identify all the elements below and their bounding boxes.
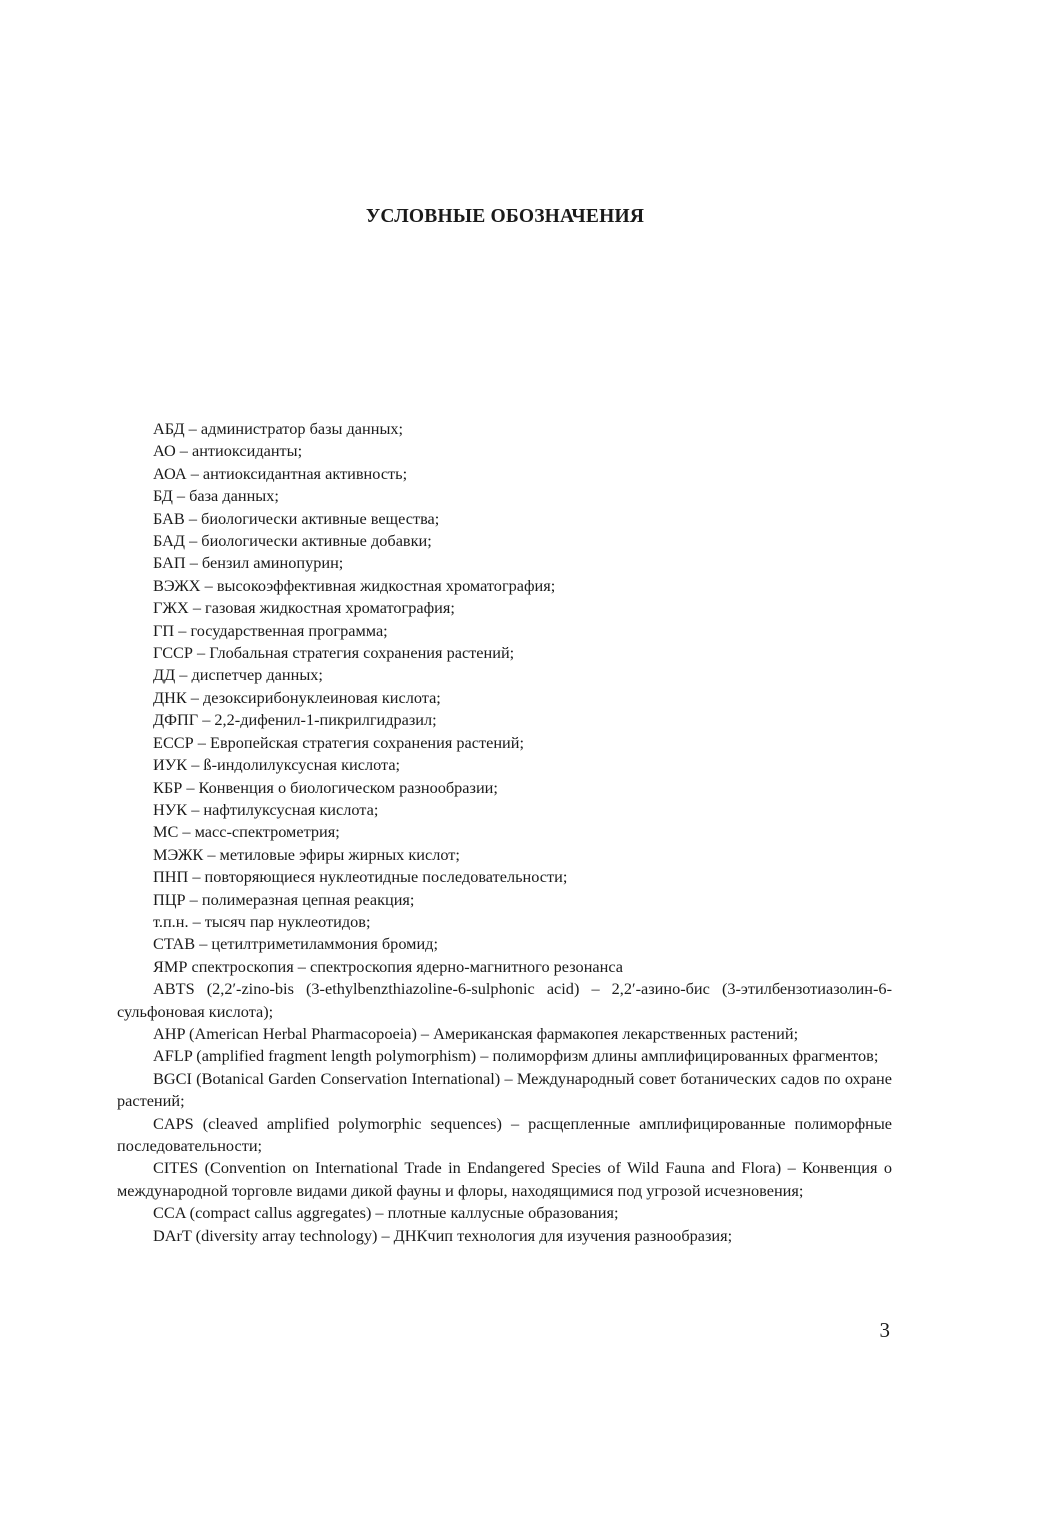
- abbreviation-list: [117, 418, 892, 1247]
- list-item: CTAB – цетилтриметиламмония бромид;: [153, 934, 438, 954]
- list-item: ЕССР – Европейская стратегия сохранения растений;: [153, 732, 525, 752]
- list-item: CCA (compact callus aggregates) – плотные каллусные образования;: [153, 1203, 619, 1223]
- list-item: ABTS (2,2′-zino-bis (3-ethylbenzthiazoline-6-sulphonic acid) – 2,2′-азино-бис (3-этилбензотиазолин-6-сульфоновая кислота);: [117, 979, 892, 1021]
- list-item: ПЦР – полимеразная цепная реакция;: [153, 889, 415, 909]
- list-item: АОА – антиоксидантная активность;: [153, 463, 408, 483]
- list-item: ГП – государственная программа;: [153, 620, 388, 640]
- list-item: БД – база данных;: [153, 486, 279, 506]
- list-item: БАВ – биологически активные вещества;: [153, 508, 440, 528]
- list-item: ИУК – ß-индолилуксусная кислота;: [153, 755, 401, 775]
- list-item: DArT (diversity array technology) – ДНКчип технология для изучения разнообразия;: [153, 1225, 733, 1245]
- list-item: BGCI (Botanical Garden Conservation International) – Международный совет ботанических садов по охране растений;: [117, 1068, 892, 1111]
- list-item: ЯМР спектроскопия – спектроскопия ядерно-магнитного резонанса: [153, 956, 624, 976]
- list-item: АО – антиоксиданты;: [153, 441, 303, 461]
- page-number: 3: [879, 1318, 890, 1342]
- list-item: ПНП – повторяющиеся нуклеотидные последовательности;: [153, 867, 568, 887]
- list-item: ГЖХ – газовая жидкостная хроматография;: [153, 598, 455, 618]
- list-item: ДНК – дезоксирибонуклеиновая кислота;: [153, 687, 441, 707]
- list-item: т.п.н. – тысяч пар нуклеотидов;: [153, 911, 371, 931]
- list-item: AHP (American Herbal Pharmacopoeia) – Американская фармакопея лекарственных растений;: [153, 1023, 799, 1043]
- page-title: УСЛОВНЫЕ ОБОЗНАЧЕНИЯ: [365, 206, 645, 227]
- list-item: НУК – нафтилуксусная кислота;: [153, 799, 379, 819]
- list-item: МЭЖК – метиловые эфиры жирных кислот;: [153, 844, 460, 864]
- list-item: ВЭЖХ – высокоэффективная жидкостная хроматография;: [153, 575, 556, 595]
- list-item: МС – масс-спектрометрия;: [153, 822, 340, 842]
- list-item: ГССР – Глобальная стратегия сохранения растений;: [153, 643, 515, 663]
- list-item: CITES (Convention on International Trade in Endangered Species of Wild Fauna and Flora) – Конвенция о международной торговле видами дикой фауны и флоры, находящимися под угрозой исчезновения;: [117, 1158, 892, 1200]
- list-item: БАД – биологически активные добавки;: [153, 531, 432, 551]
- list-item: AFLP (amplified fragment length polymorphism) – полиморфизм длины амплифицированных фрагментов;: [153, 1046, 879, 1066]
- list-item: АБД – администратор базы данных;: [153, 419, 404, 438]
- list-item: ДД – диспетчер данных;: [153, 665, 323, 685]
- list-item: КБР – Конвенция о биологическом разнообразии;: [153, 777, 498, 797]
- list-item: CAPS (cleaved amplified polymorphic sequences) – расщепленные амплифицированные полиморфные последовательности;: [117, 1113, 892, 1155]
- list-item: БАП – бензил аминопурин;: [153, 553, 344, 573]
- list-item: ДФПГ – 2,2-дифенил-1-пикрилгидразил;: [153, 710, 437, 730]
